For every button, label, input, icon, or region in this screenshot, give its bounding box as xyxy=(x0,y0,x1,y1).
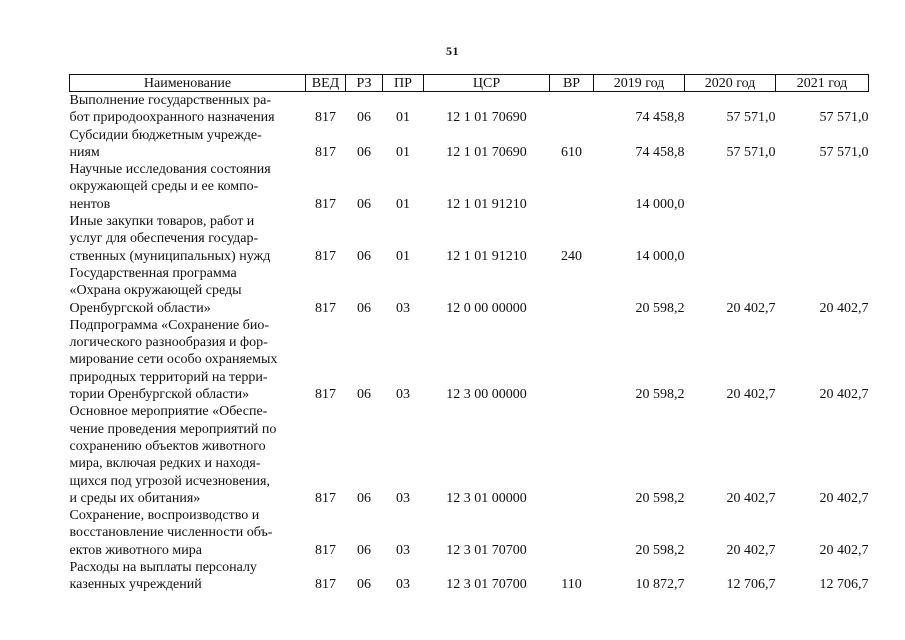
rz-cell: 06 xyxy=(357,300,371,316)
amount-2021-cell: 20 402,7 xyxy=(819,542,869,558)
ved-cell: 817 xyxy=(315,196,336,212)
rz-cell: 06 xyxy=(357,542,371,558)
item-name-line: окружающей среды и ее компо- xyxy=(69,179,259,195)
csr-cell: 12 3 01 70700 xyxy=(446,577,527,593)
amount-2020-cell xyxy=(685,213,776,265)
header-csr: ЦСР xyxy=(424,75,550,92)
table-header xyxy=(70,75,869,92)
amount-2021-cell: 57 571,0 xyxy=(819,110,869,126)
rz-cell: 06 xyxy=(357,110,371,126)
item-name-line: ниям xyxy=(69,144,100,160)
item-name-line: ектов животного мира xyxy=(69,542,202,558)
item-name-line: чение проведения мероприятий по xyxy=(69,421,277,437)
item-name-line: мира, включая редких и находя- xyxy=(69,456,261,472)
item-name-cell xyxy=(70,161,306,213)
csr-cell: 12 1 01 91210 xyxy=(446,196,527,212)
item-name-line: Иные закупки товаров, работ и xyxy=(69,214,255,230)
csr-cell: 12 1 01 70690 xyxy=(446,144,527,160)
pr-cell: 03 xyxy=(396,577,410,593)
pr-cell: 01 xyxy=(396,110,410,126)
item-name-cell xyxy=(70,265,306,317)
amount-2020-cell: 20 402,7 xyxy=(726,490,776,506)
ved-cell: 817 xyxy=(315,577,336,593)
table-body xyxy=(70,92,869,594)
header-name: Наименование xyxy=(70,75,306,92)
vr-cell xyxy=(550,507,594,559)
item-name-cell xyxy=(70,92,306,127)
item-name-line: казенных учреждений xyxy=(69,577,202,593)
item-name-line: щихся под угрозой исчезновения, xyxy=(69,473,270,489)
item-name-cell xyxy=(70,559,306,594)
amount-2020-cell: 20 402,7 xyxy=(726,387,776,403)
vr-cell: 610 xyxy=(561,144,582,160)
ved-cell: 817 xyxy=(315,490,336,506)
amount-2019-cell: 74 458,8 xyxy=(635,144,685,160)
item-name-cell xyxy=(70,213,306,265)
table-row xyxy=(70,265,869,317)
amount-2019-cell: 10 872,7 xyxy=(635,577,685,593)
pr-cell: 03 xyxy=(396,387,410,403)
item-name-cell xyxy=(70,317,306,403)
amount-2021-cell: 20 402,7 xyxy=(819,387,869,403)
header-rz: РЗ xyxy=(346,75,383,92)
budget-table xyxy=(69,74,869,594)
csr-cell: 12 0 00 00000 xyxy=(446,300,527,316)
item-name-line: тории Оренбургской области» xyxy=(69,387,250,403)
item-name-line: нентов xyxy=(69,196,111,212)
ved-cell: 817 xyxy=(315,110,336,126)
pr-cell: 03 xyxy=(396,542,410,558)
csr-cell: 12 3 01 00000 xyxy=(446,490,527,506)
item-name-line: Научные исследования состояния xyxy=(69,162,271,178)
table-row xyxy=(70,559,869,594)
amount-2020-cell: 12 706,7 xyxy=(726,577,776,593)
amount-2020-cell: 20 402,7 xyxy=(726,542,776,558)
table-row xyxy=(70,507,869,559)
item-name-line: Государственная программа xyxy=(69,265,237,281)
item-name-cell xyxy=(70,507,306,559)
item-name-line: сохранению объектов животного xyxy=(69,438,266,454)
amount-2021-cell: 20 402,7 xyxy=(819,300,869,316)
header-2019: 2019 год xyxy=(594,75,685,92)
vr-cell xyxy=(550,161,594,213)
item-name-line: Выполнение государственных ра- xyxy=(69,93,272,108)
table-row xyxy=(70,127,869,162)
item-name-cell xyxy=(70,403,306,507)
item-name-line: Подпрограмма «Сохранение био- xyxy=(69,317,269,333)
item-name-line: бот природоохранного назначения xyxy=(69,110,275,126)
amount-2019-cell: 74 458,8 xyxy=(635,110,685,126)
vr-cell xyxy=(550,403,594,507)
csr-cell: 12 1 01 91210 xyxy=(446,248,527,264)
csr-cell: 12 3 01 70700 xyxy=(446,542,527,558)
amount-2020-cell xyxy=(685,161,776,213)
header-vr: ВР xyxy=(550,75,594,92)
rz-cell: 06 xyxy=(357,144,371,160)
item-name-line: логического разнообразия и фор- xyxy=(69,335,268,351)
item-name-cell xyxy=(70,127,306,162)
vr-cell: 240 xyxy=(561,248,582,264)
ved-cell: 817 xyxy=(315,542,336,558)
amount-2019-cell: 20 598,2 xyxy=(635,300,685,316)
item-name-line: Субсидии бюджетным учрежде- xyxy=(69,127,262,143)
vr-cell: 110 xyxy=(561,577,582,593)
csr-cell: 12 1 01 70690 xyxy=(446,110,527,126)
item-name-line: ственных (муниципальных) нужд xyxy=(69,248,271,264)
amount-2021-cell: 12 706,7 xyxy=(819,577,869,593)
rz-cell: 06 xyxy=(357,387,371,403)
table-row xyxy=(70,161,869,213)
item-name-line: Сохранение, воспроизводство и xyxy=(69,508,260,524)
item-name-line: услуг для обеспечения государ- xyxy=(69,231,259,247)
header-2020: 2020 год xyxy=(685,75,776,92)
rz-cell: 06 xyxy=(357,577,371,593)
pr-cell: 03 xyxy=(396,300,410,316)
amount-2019-cell: 20 598,2 xyxy=(635,387,685,403)
amount-2019-cell: 14 000,0 xyxy=(635,248,685,264)
amount-2020-cell: 20 402,7 xyxy=(726,300,776,316)
header-row xyxy=(70,75,869,92)
item-name-line: Основное мероприятие «Обеспе- xyxy=(69,404,268,420)
table-row xyxy=(70,317,869,403)
amount-2021-cell: 57 571,0 xyxy=(819,144,869,160)
ved-cell: 817 xyxy=(315,248,336,264)
amount-2019-cell: 20 598,2 xyxy=(635,542,685,558)
vr-cell xyxy=(550,265,594,317)
csr-cell: 12 3 00 00000 xyxy=(446,387,527,403)
item-name-line: и среды их обитания» xyxy=(69,490,201,506)
amount-2019-cell: 20 598,2 xyxy=(635,490,685,506)
item-name-line: мирование сети особо охраняемых xyxy=(69,352,278,368)
pr-cell: 01 xyxy=(396,196,410,212)
rz-cell: 06 xyxy=(357,490,371,506)
vr-cell xyxy=(550,92,594,127)
vr-cell xyxy=(550,317,594,403)
item-name-line: природных территорий на терри- xyxy=(69,369,268,385)
header-pr: ПР xyxy=(383,75,424,92)
table-row xyxy=(70,403,869,507)
pr-cell: 01 xyxy=(396,248,410,264)
ved-cell: 817 xyxy=(315,300,336,316)
table-row xyxy=(70,92,869,127)
rz-cell: 06 xyxy=(357,196,371,212)
table-row xyxy=(70,213,869,265)
rz-cell: 06 xyxy=(357,248,371,264)
page-number: 51 xyxy=(446,44,459,58)
header-2021: 2021 год xyxy=(776,75,869,92)
item-name-line: восстановление численности объ- xyxy=(69,525,273,541)
amount-2019-cell: 14 000,0 xyxy=(635,196,685,212)
item-name-line: «Охрана окружающей среды xyxy=(69,283,242,299)
pr-cell: 03 xyxy=(396,490,410,506)
ved-cell: 817 xyxy=(315,144,336,160)
amount-2021-cell: 20 402,7 xyxy=(819,490,869,506)
header-ved: ВЕД xyxy=(306,75,346,92)
item-name-line: Оренбургской области» xyxy=(69,300,211,316)
amount-2021-cell xyxy=(776,161,869,213)
amount-2021-cell xyxy=(776,213,869,265)
amount-2020-cell: 57 571,0 xyxy=(726,110,776,126)
ved-cell: 817 xyxy=(315,387,336,403)
amount-2020-cell: 57 571,0 xyxy=(726,144,776,160)
pr-cell: 01 xyxy=(396,144,410,160)
item-name-line: Расходы на выплаты персоналу xyxy=(69,560,257,576)
